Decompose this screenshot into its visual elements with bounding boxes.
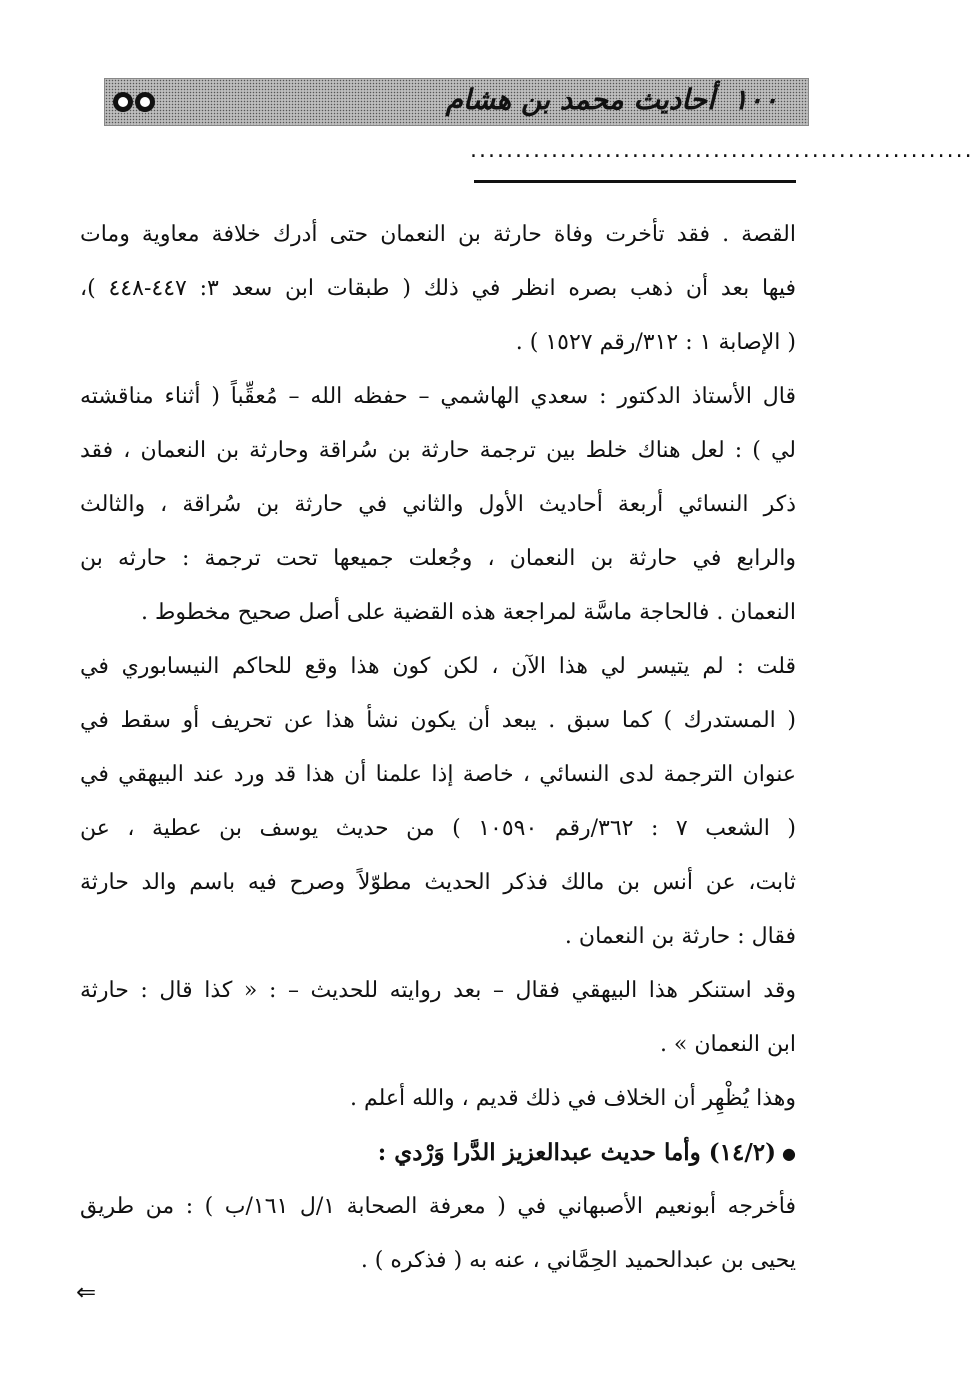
main-text — [80, 208, 796, 1288]
text-line: ( المستدرك ) كما سبق . يبعد أن يكون نشأ هذا عن تحريف أو سقط في — [80, 708, 796, 733]
header-title — [446, 83, 778, 116]
double-circle-ornament-icon — [109, 89, 165, 115]
text-line: ذكر النسائي أربعة أحاديث الأول والثاني في حارثة بن سُراقة ، والثالث — [80, 492, 796, 517]
text-line: فيها بعد أن ذهب بصره انظر في ذلك ( طبقات ابن سعد ٣: ٤٤٧-٤٤٨ )، — [80, 276, 796, 301]
text-line: ثابت، عن أنس بن مالك فذكر الحديث مطوّلاً وصرح فيه باسم والد حارثة — [80, 870, 796, 895]
running-header — [104, 78, 809, 126]
text-line: قال الأستاذ الدكتور : سعدي الهاشمي – حفظه الله – مُعقِّباً ( أثناء مناقشته — [80, 384, 796, 409]
section-heading-text: (١٤/٢) وأما حديث عبدالعزيز الدَّرا وَرْدي : — [377, 1139, 777, 1166]
bullet-icon: ● — [782, 1144, 796, 1163]
text-line: يحيى بن عبدالحميد الحِمَّاني ، عنه به ( فذكره ) . — [360, 1248, 796, 1273]
running-title: أحاديث محمد بن هشام — [445, 83, 715, 116]
text-line: ( الشعب ٧ : ٣٦٢/رقم ١٠٥٩٠ ) من حديث يوسف بن عطية ، عن — [80, 816, 796, 841]
section-heading — [80, 1126, 796, 1180]
text-line: والرابع في حارثة بن النعمان ، وجُعلت جميعها تحت ترجمة : حارثه بن — [80, 546, 796, 571]
dot-leader: ........................................................ — [470, 138, 974, 163]
text-line: وقد استنكر هذا البيهقي فقال – بعد روايته للحديث – : « كذا قال : حارثة — [80, 978, 796, 1003]
text-line: ( الإصابة ١ : ٣١٢/رقم ١٥٢٧ ) . — [515, 330, 796, 355]
text-line: عنوان الترجمة لدى النسائي ، خاصة إذا علمنا أن هذا قد ورد عند البيهقي في — [80, 762, 796, 787]
page-number: ١٠٠ — [732, 83, 778, 116]
text-line: فأخرجه أبونعيم الأصبهاني في ( معرفة الصحابة ١/ل ١٦١/ب ) : من طريق — [80, 1194, 796, 1219]
text-line: وهذا يُظْهِر أن الخلاف في ذلك قديم ، والله أعلم . — [350, 1086, 796, 1111]
text-line: ابن النعمان » . — [659, 1032, 796, 1057]
text-line: القصة . فقد تأخرت وفاة حارثة بن النعمان حتى أدرك خلافة معاوية ومات — [80, 222, 796, 247]
text-line: النعمان . فالحاجة ماسَّة لمراجعة هذه القضية على أصل صحيح مخطوط . — [141, 600, 796, 625]
continuation-arrow-icon: ⇐ — [76, 1278, 97, 1306]
text-line: قلت : لم يتيسر لي هذا الآن ، لكن كون هذا وقع للحاكم النيسابوري في — [80, 654, 796, 679]
text-line: لي ) : لعل هناك خلط بين ترجمة حارثة بن سُراقة وحارثة بن النعمان ، فقد — [80, 438, 797, 463]
text-line: فقال : حارثة بن النعمان . — [564, 924, 796, 949]
header-rule — [474, 180, 796, 183]
